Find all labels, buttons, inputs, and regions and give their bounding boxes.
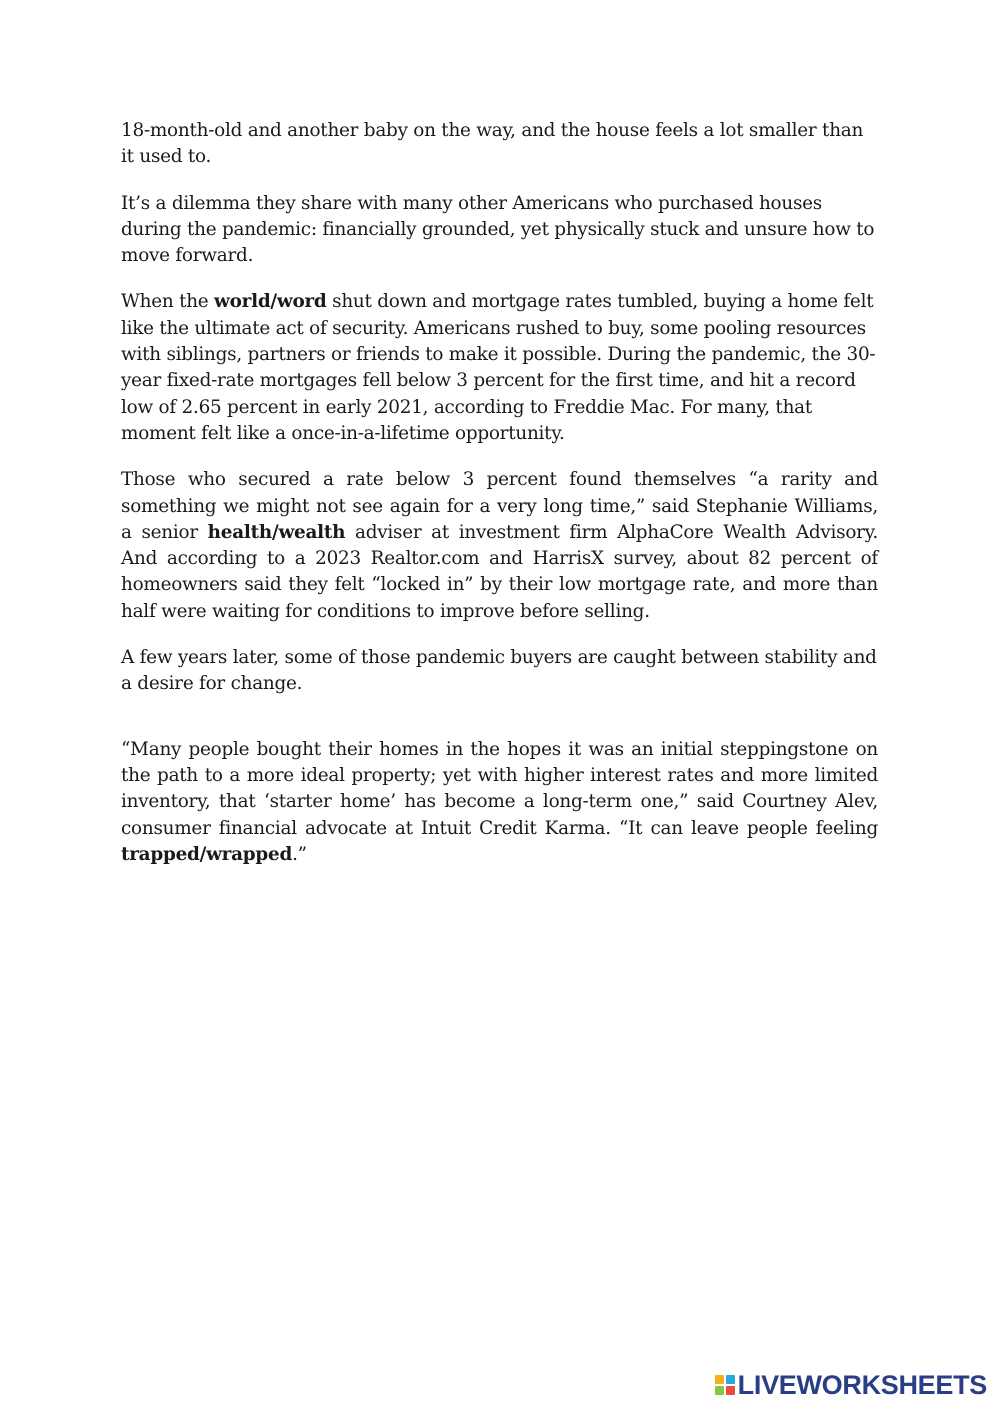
liveworksheets-logo-icon (715, 1375, 735, 1395)
paragraph-text: A few years later, some of those pandemic buyers are caught between stability and a desire for change. (121, 647, 877, 695)
document-body (121, 118, 878, 888)
paragraph-text: “Many people bought their homes in the hopes it was an initial steppingstone on the path to a more ideal property; yet with higher interest rates and more limited inventory, that ‘starter home’ has become a long-term one,” said Courtney Alev, consumer financial advocate at Intuit Credit Karma. “It can leave people feeling (121, 738, 878, 839)
paragraph-text: When the (121, 291, 215, 313)
paragraph-text: .” (292, 843, 307, 865)
paragraph (121, 118, 878, 171)
paragraph (121, 645, 878, 698)
logo-square-4 (726, 1386, 735, 1395)
logo-square-1 (715, 1375, 724, 1384)
logo-square-2 (726, 1375, 735, 1384)
paragraph (121, 467, 878, 625)
liveworksheets-brand[interactable] (715, 1370, 987, 1400)
paragraph (121, 289, 878, 447)
bold-word-choice: trapped/wrapped (121, 843, 293, 865)
brand-name: LIVEWORKSHEETS (737, 1369, 987, 1400)
paragraph-text: It’s a dilemma they share with many other Americans who purchased houses during the pandemic: financially grounded, yet physically stuck and unsure how to move forward. (121, 192, 875, 267)
paragraph (121, 191, 878, 270)
paragraph-text: Those who secured a rate below 3 percent found themselves “a rarity and something we might not see again for a very long time,” said Stephanie Williams, a senior (121, 469, 878, 543)
bold-word-choice: health/wealth (207, 521, 346, 543)
paragraph (121, 737, 878, 868)
paragraph-text: shut down and mortgage rates tumbled, buying a home felt like the ultimate act of security. Americans rushed to buy, some pooling resources with siblings, partners or friends to make it possible. During the pandemic, the 30-year fixed-rate mortgages fell below 3 percent for the first time, and hit a record low of 2.65 percent in early 2021, according to Freddie Mac. For many, that moment felt like a once-in-a-lifetime opportunity. (121, 291, 876, 444)
paragraph-text: adviser at investment firm AlphaCore Wealth Advisory. And according to a 2023 Realtor.com and HarrisX survey, about 82 percent of homeowners said they felt “locked in” by their low mortgage rate, and more than half were waiting for conditions to improve before selling. (121, 521, 878, 622)
logo-square-3 (715, 1386, 724, 1395)
bold-word-choice: world/word (214, 291, 327, 313)
paragraph-text: 18-month-old and another baby on the way, and the house feels a lot smaller than it used to. (121, 120, 864, 168)
